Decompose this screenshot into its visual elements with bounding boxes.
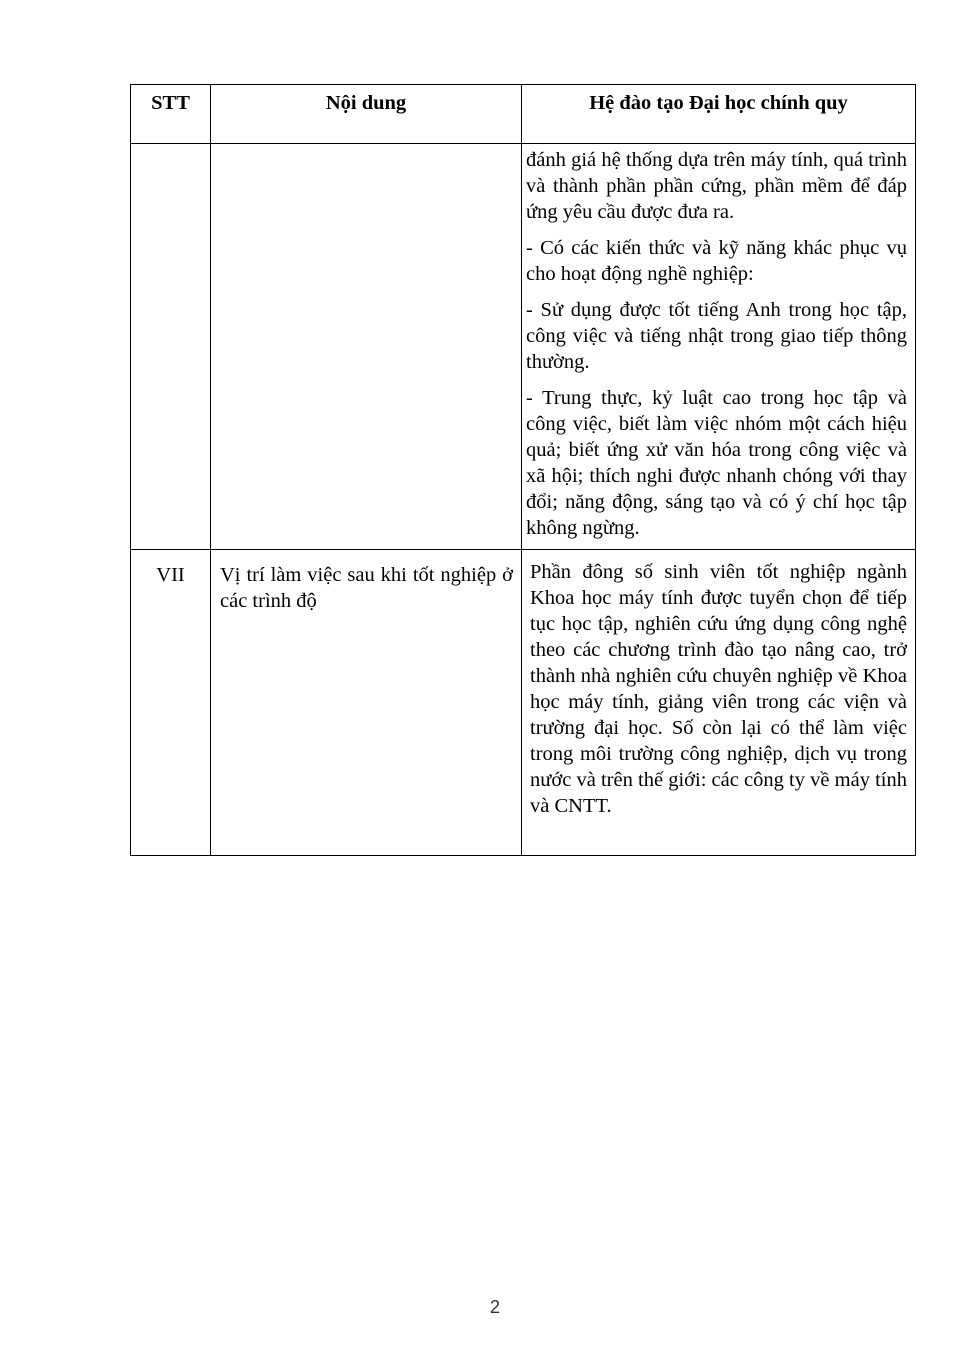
- header-noi-dung: Nội dung: [211, 85, 522, 144]
- page-number: 2: [489, 1297, 500, 1317]
- table-header-row: [131, 85, 916, 144]
- header-he-dao-tao: Hệ đào tạo Đại học chính quy: [522, 85, 916, 144]
- detail-paragraph: đánh giá hệ thống dựa trên máy tính, quá trình và thành phần phần cứng, phần mềm để đáp ứng yêu cầu được đưa ra.: [526, 149, 907, 223]
- detail-paragraph: - Trung thực, kỷ luật cao trong học tập và công việc, biết làm việc nhóm một cách hiệu quả; biết ứng xử văn hóa trong công việc và xã hội; thích nghi được nhanh chóng với thay đổi; năng động, sáng tạo và có ý chí học tập không ngừng.: [526, 387, 907, 539]
- detail-paragraph: Phần đông số sinh viên tốt nghiệp ngành Khoa học máy tính được tuyển chọn để tiếp tục học tập, nghiên cứu ứng dụng công nghệ theo các chương trình đào tạo nâng cao, trở thành nhà nghiên cứu chuyên nghiệp về Khoa học máy tính, giảng viên trong các viện và trường đại học. Số còn lại có thể làm việc trong môi trường công nghiệp, dịch vụ trong nước và trên thế giới: các công ty về máy tính và CNTT.: [530, 561, 907, 817]
- row-detail: [522, 550, 916, 856]
- row-detail: [522, 144, 916, 550]
- detail-paragraph: - Có các kiến thức và kỹ năng khác phục vụ cho hoạt động nghề nghiệp:: [526, 237, 907, 285]
- row-stt: VII: [131, 550, 211, 856]
- table-row: [131, 550, 916, 856]
- table-row: [131, 144, 916, 550]
- header-stt: STT: [131, 85, 211, 144]
- program-table: [130, 84, 916, 856]
- row-noi-dung: [211, 144, 522, 550]
- row-stt: [131, 144, 211, 550]
- row-noi-dung: Vị trí làm việc sau khi tốt nghiệp ở các trình độ: [211, 550, 522, 856]
- detail-paragraph: - Sử dụng được tốt tiếng Anh trong học tập, công việc và tiếng nhật trong giao tiếp thông thường.: [526, 299, 907, 373]
